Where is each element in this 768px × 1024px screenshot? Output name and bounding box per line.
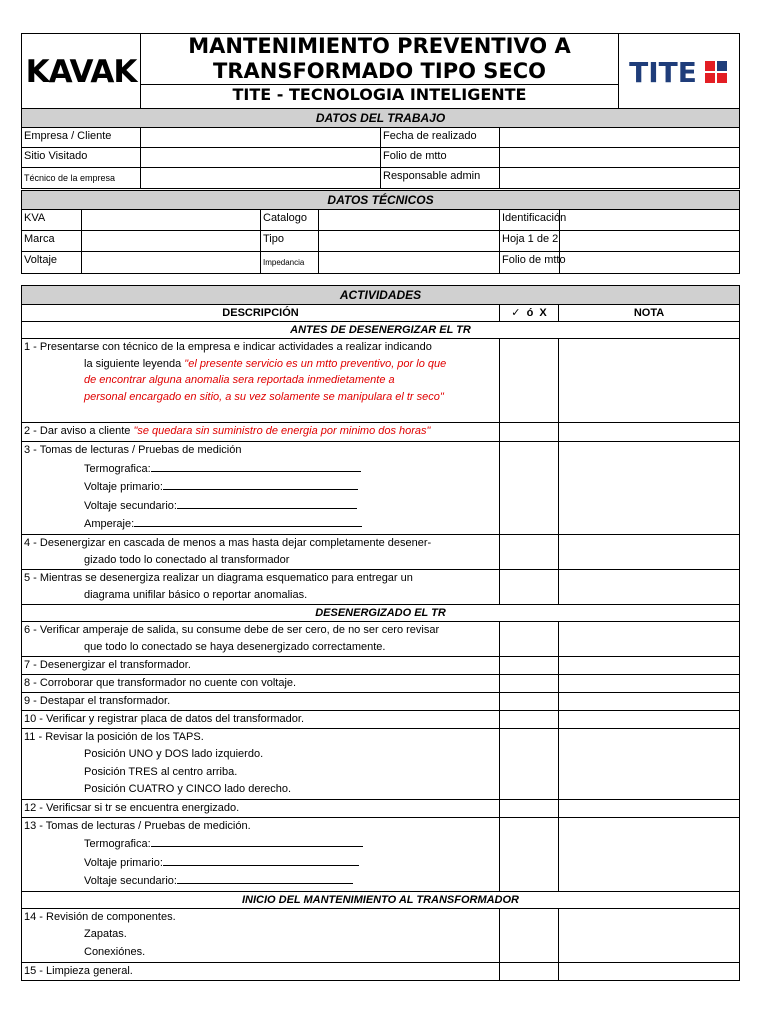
- activity-2: [22, 423, 500, 442]
- reading-voltaje-primario-1: Voltaje primario:: [24, 478, 497, 497]
- table-row: [22, 442, 740, 535]
- activity-4: [22, 534, 500, 569]
- table-row: [22, 534, 740, 569]
- activity-1: [22, 339, 500, 423]
- nota-cell-1[interactable]: [559, 339, 740, 423]
- activity-3-text: 3 - Tomas de lecturas / Pruebas de medición: [24, 444, 242, 456]
- nota-cell-3[interactable]: [559, 442, 740, 535]
- table-row: [22, 962, 740, 980]
- check-cell-7[interactable]: [500, 656, 559, 674]
- hoja-field[interactable]: [560, 231, 740, 252]
- activity-5-text: 5 - Mientras se desenergiza realizar un diagrama esquematico para entregar un: [24, 571, 413, 584]
- document-title-line1: MANTENIMIENTO PREVENTIVO A: [188, 34, 571, 58]
- activity-13-text: 13 - Tomas de lecturas / Pruebas de medición.: [24, 819, 251, 832]
- activity-1-text-b: la siguiente leyenda: [84, 357, 185, 370]
- check-cell-1[interactable]: [500, 339, 559, 423]
- check-cell-14[interactable]: [500, 908, 559, 962]
- folio-label: Folio de mtto: [381, 148, 500, 168]
- impedancia-field[interactable]: [319, 252, 500, 274]
- check-cell-15[interactable]: [500, 962, 559, 980]
- table-row: [22, 569, 740, 604]
- impedancia-label: Impedancia: [261, 252, 319, 274]
- check-cell-5[interactable]: [500, 569, 559, 604]
- voltaje-primario-line-1[interactable]: [163, 478, 358, 490]
- col-check: ✓ ó X: [500, 305, 559, 322]
- check-cell-12[interactable]: [500, 799, 559, 817]
- check-cell-11[interactable]: [500, 728, 559, 799]
- activity-10: 10 - Verificar y registrar placa de datos del transformador.: [22, 710, 500, 728]
- hoja-label: Hoja 1 de 2: [500, 231, 560, 252]
- tite-logo-icon: [705, 61, 729, 85]
- activity-5: [22, 569, 500, 604]
- activity-14: [22, 908, 500, 962]
- tecnico-field[interactable]: [141, 168, 381, 189]
- section-antes: ANTES DE DESENERGIZAR EL TR: [22, 322, 740, 339]
- activity-2-text: 2 - Dar aviso a cliente: [24, 425, 134, 437]
- catalogo-field[interactable]: [319, 210, 500, 231]
- voltaje-secundario-line-1[interactable]: [177, 497, 357, 509]
- table-row: [22, 799, 740, 817]
- activity-7: 7 - Desenergizar el transformador.: [22, 656, 500, 674]
- component-zapatas: Zapatas.: [84, 928, 127, 940]
- tap-position-1: Posición UNO y DOS lado izquierdo.: [84, 748, 264, 760]
- header-table: [21, 33, 740, 111]
- kavak-logo: KAVAK: [25, 53, 137, 90]
- check-cell-8[interactable]: [500, 674, 559, 692]
- tecnico-label: Técnico de la empresa: [22, 168, 141, 189]
- component-conexiones: Conexiónes.: [84, 945, 146, 958]
- tap-position-3: Posición CUATRO y CINCO lado derecho.: [84, 783, 292, 795]
- activity-1-line2: [24, 356, 497, 373]
- tap-position-2: Posición TRES al centro arriba.: [84, 765, 238, 778]
- activity-1-warning-1: "el presente servicio es un mtto preventivo, por lo que: [184, 357, 447, 370]
- table-row: [22, 339, 740, 423]
- amperaje-line-1[interactable]: [134, 515, 362, 527]
- activity-11: [22, 728, 500, 799]
- identificacion-field[interactable]: [560, 210, 740, 231]
- check-cell-9[interactable]: [500, 692, 559, 710]
- empresa-field[interactable]: [141, 128, 381, 148]
- kva-field[interactable]: [82, 210, 261, 231]
- marca-field[interactable]: [82, 231, 261, 252]
- tite-logo-cell: [619, 34, 740, 111]
- nota-cell-15[interactable]: [559, 962, 740, 980]
- folio-field[interactable]: [500, 148, 740, 168]
- check-cell-10[interactable]: [500, 710, 559, 728]
- termografica-line-1[interactable]: [151, 460, 361, 472]
- table-row: [22, 423, 740, 442]
- activity-4-text: 4 - Desenergizar en cascada de menos a mas hasta dejar completamente desener-: [24, 536, 432, 549]
- table-row: [22, 710, 740, 728]
- section-inicio-mantenimiento: INICIO DEL MANTENIMIENTO AL TRANSFORMADOR: [22, 891, 740, 908]
- voltaje-secundario-line-2[interactable]: [177, 872, 353, 884]
- nota-cell-2[interactable]: [559, 423, 740, 442]
- document-title-line2: TRANSFORMADO TIPO SECO: [213, 59, 546, 83]
- activity-14-text: 14 - Revisión de componentes.: [24, 910, 176, 923]
- nota-cell-4[interactable]: [559, 534, 740, 569]
- activity-6-text-b: que todo lo conectado se haya desenergizado correctamente.: [84, 640, 386, 653]
- nota-cell-6[interactable]: [559, 621, 740, 656]
- col-descripcion: DESCRIPCIÓN: [22, 305, 500, 322]
- table-row: [22, 674, 740, 692]
- activity-2-warning: "se quedara sin suministro de energia por minimo dos horas": [133, 425, 431, 437]
- responsable-label: Responsable admin: [381, 168, 500, 189]
- nota-cell-8[interactable]: [559, 674, 740, 692]
- nota-cell-13[interactable]: [559, 817, 740, 891]
- activity-1-text: 1 - Presentarse con técnico de la empresa e indicar actividades a realizar indicando: [24, 341, 432, 353]
- activity-13: [22, 817, 500, 891]
- activity-12: 12 - Verificsar si tr se encuentra energizado.: [22, 799, 500, 817]
- tipo-label: Tipo: [261, 231, 319, 252]
- reading-voltaje-secundario-1: Voltaje secundario:: [24, 497, 497, 516]
- activity-3: [22, 442, 500, 535]
- table-row: [22, 728, 740, 799]
- folio-mtto-label: Folio de mtto: [500, 252, 560, 274]
- activity-8: 8 - Corroborar que transformador no cuente con voltaje.: [22, 674, 500, 692]
- kavak-logo-cell: [22, 34, 141, 111]
- table-row: [22, 621, 740, 656]
- table-row: [22, 656, 740, 674]
- nota-cell-14[interactable]: [559, 908, 740, 962]
- table-row: [22, 817, 740, 891]
- title-cell: [141, 34, 619, 111]
- voltaje-field[interactable]: [82, 252, 261, 274]
- reading-voltaje-secundario-2: Voltaje secundario:: [24, 872, 497, 891]
- activity-5-text-b: diagrama unifilar básico o reportar anomalias.: [84, 588, 308, 601]
- datos-tecnicos-table: [21, 190, 740, 274]
- nota-cell-12[interactable]: [559, 799, 740, 817]
- check-cell-2[interactable]: [500, 423, 559, 442]
- marca-label: Marca: [22, 231, 82, 252]
- voltaje-primario-line-2[interactable]: [163, 854, 359, 866]
- fecha-label: Fecha de realizado: [381, 128, 500, 148]
- datos-tecnicos-heading: DATOS TÉCNICOS: [22, 191, 740, 210]
- nota-cell-10[interactable]: [559, 710, 740, 728]
- voltaje-label: Voltaje: [22, 252, 82, 274]
- identificacion-label: Identificación: [500, 210, 560, 231]
- sitio-field[interactable]: [141, 148, 381, 168]
- activity-15: 15 - Limpieza general.: [22, 962, 500, 980]
- responsable-field[interactable]: [500, 168, 740, 189]
- nota-cell-9[interactable]: [559, 692, 740, 710]
- document-subtitle: TITE - TECNOLOGIA INTELIGENTE: [141, 84, 618, 105]
- check-cell-6[interactable]: [500, 621, 559, 656]
- col-nota: NOTA: [559, 305, 740, 322]
- table-row: [22, 908, 740, 962]
- datos-trabajo-heading: DATOS DEL TRABAJO: [22, 109, 740, 128]
- actividades-table: [21, 285, 740, 981]
- reading-voltaje-primario-2: Voltaje primario:: [24, 854, 497, 873]
- termografica-line-2[interactable]: [151, 835, 363, 847]
- activity-4-text-b: gizado todo lo conectado al transformador: [84, 553, 290, 566]
- activity-1-warning-3: personal encargado en sitio, a su vez solamente se manipulara el tr seco": [84, 390, 444, 403]
- activity-11-text: 11 - Revisar la posición de los TAPS.: [24, 730, 204, 743]
- reading-termografica-2: Termografica:: [24, 835, 497, 854]
- folio-mtto-field[interactable]: [560, 252, 740, 274]
- table-row: [22, 692, 740, 710]
- nota-cell-7[interactable]: [559, 656, 740, 674]
- check-cell-13[interactable]: [500, 817, 559, 891]
- kva-label: KVA: [22, 210, 82, 231]
- catalogo-label: Catalogo: [261, 210, 319, 231]
- empresa-label: Empresa / Cliente: [22, 128, 141, 148]
- tipo-field[interactable]: [319, 231, 500, 252]
- section-desenergizado: DESENERGIZADO EL TR: [22, 604, 740, 621]
- sitio-label: Sitio Visitado: [22, 148, 141, 168]
- activity-9: 9 - Destapar el transformador.: [22, 692, 500, 710]
- nota-cell-11[interactable]: [559, 728, 740, 799]
- activity-1-warning-2: de encontrar alguna anomalia sera reportada inmedietamente a: [84, 374, 395, 386]
- fecha-field[interactable]: [500, 128, 740, 148]
- activity-6-text: 6 - Verificar amperaje de salida, su consume debe de ser cero, de no ser cero revisar: [24, 623, 440, 636]
- nota-cell-5[interactable]: [559, 569, 740, 604]
- check-cell-3[interactable]: [500, 442, 559, 535]
- reading-amperaje-1: Amperaje:: [24, 515, 497, 534]
- actividades-heading: ACTIVIDADES: [22, 286, 740, 305]
- check-cell-4[interactable]: [500, 534, 559, 569]
- tite-logo: TITE: [629, 56, 697, 89]
- activity-6: [22, 621, 500, 656]
- datos-trabajo-table: [21, 108, 740, 189]
- reading-termografica-1: Termografica:: [24, 460, 497, 479]
